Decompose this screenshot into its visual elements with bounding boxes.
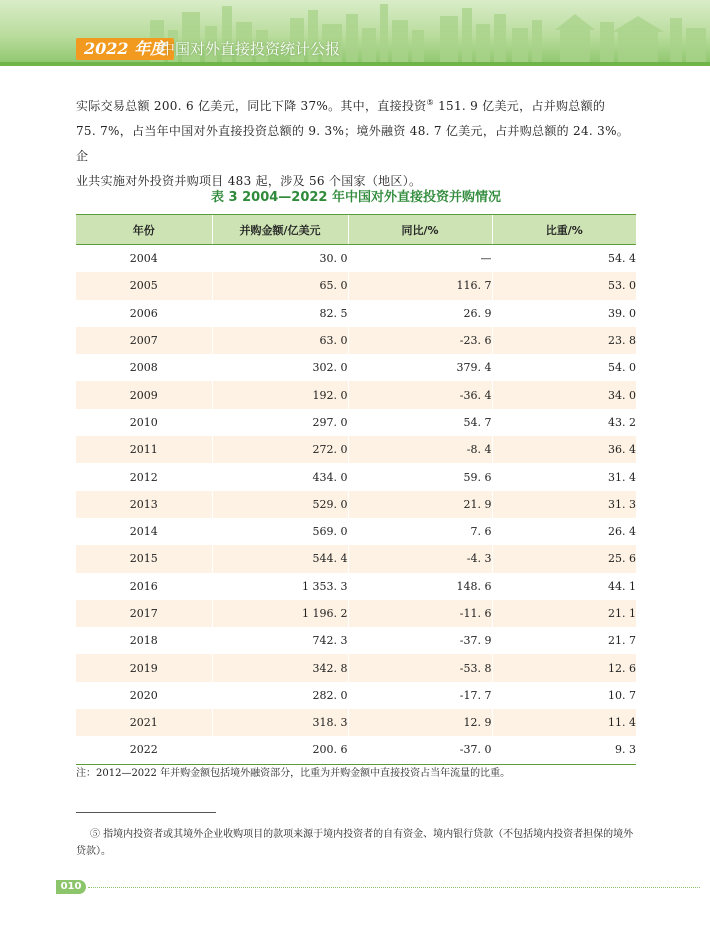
cell-share: 44. 1 bbox=[492, 573, 636, 600]
cell-year: 2019 bbox=[76, 654, 212, 681]
table-row bbox=[76, 654, 636, 681]
footnote: ⑤ 指境内投资者或其境外企业收购项目的款项来源于境内投资者的自有资金、境内银行贷款（不包括境内投资者担保的境外贷款）。 bbox=[76, 829, 634, 857]
cell-year: 2020 bbox=[76, 682, 212, 709]
cell-year: 2017 bbox=[76, 600, 212, 627]
paragraph-text: 151. 9 亿美元，占并购总额的 bbox=[433, 99, 606, 113]
cell-amount: 30. 0 bbox=[212, 245, 348, 273]
table-title: 表 3 2004—2022 年中国对外直接投资并购情况 bbox=[211, 190, 501, 205]
cell-year: 2016 bbox=[76, 573, 212, 600]
cell-yoy: — bbox=[348, 245, 492, 273]
cell-amount: 434. 0 bbox=[212, 463, 348, 490]
cell-share: 31. 4 bbox=[492, 463, 636, 490]
cell-yoy: -36. 4 bbox=[348, 381, 492, 408]
cell-yoy: -53. 8 bbox=[348, 654, 492, 681]
cell-year: 2009 bbox=[76, 381, 212, 408]
table-row bbox=[76, 518, 636, 545]
cell-year: 2010 bbox=[76, 409, 212, 436]
cell-share: 23. 8 bbox=[492, 327, 636, 354]
table-row bbox=[76, 463, 636, 490]
cell-year: 2005 bbox=[76, 272, 212, 299]
cell-amount: 529. 0 bbox=[212, 491, 348, 518]
cell-share: 21. 7 bbox=[492, 627, 636, 654]
cell-yoy: -4. 3 bbox=[348, 545, 492, 572]
table-row bbox=[76, 381, 636, 408]
cell-yoy: -8. 4 bbox=[348, 436, 492, 463]
paragraph-line bbox=[76, 94, 636, 119]
year-badge: 2022 年度 bbox=[76, 38, 174, 60]
table-row bbox=[76, 436, 636, 463]
paragraph-text: 实际交易总额 200. 6 亿美元，同比下降 37%。其中，直接投资 bbox=[76, 99, 427, 113]
cell-amount: 192. 0 bbox=[212, 381, 348, 408]
ma-data-table bbox=[76, 214, 636, 765]
cell-share: 39. 0 bbox=[492, 300, 636, 327]
cell-yoy: 54. 7 bbox=[348, 409, 492, 436]
cell-yoy: 12. 9 bbox=[348, 709, 492, 736]
cell-share: 12. 6 bbox=[492, 654, 636, 681]
cell-amount: 1 353. 3 bbox=[212, 573, 348, 600]
cell-yoy: 26. 9 bbox=[348, 300, 492, 327]
cell-amount: 200. 6 bbox=[212, 736, 348, 764]
cell-yoy: -37. 0 bbox=[348, 736, 492, 764]
paragraph-line: 业共实施对外投资并购项目 483 起，涉及 56 个国家（地区）。 bbox=[76, 174, 422, 188]
publication-title: 中国对外直接投资统计公报 bbox=[160, 40, 341, 58]
table-row bbox=[76, 491, 636, 518]
cell-amount: 1 196. 2 bbox=[212, 600, 348, 627]
cell-share: 34. 0 bbox=[492, 381, 636, 408]
cell-yoy: -23. 6 bbox=[348, 327, 492, 354]
cell-year: 2013 bbox=[76, 491, 212, 518]
cell-year: 2014 bbox=[76, 518, 212, 545]
cell-share: 11. 4 bbox=[492, 709, 636, 736]
cell-amount: 65. 0 bbox=[212, 272, 348, 299]
cell-yoy: 59. 6 bbox=[348, 463, 492, 490]
body-paragraph bbox=[76, 94, 636, 194]
cell-year: 2006 bbox=[76, 300, 212, 327]
table-row bbox=[76, 300, 636, 327]
cell-year: 2022 bbox=[76, 736, 212, 764]
table-row bbox=[76, 245, 636, 273]
cell-year: 2008 bbox=[76, 354, 212, 381]
table-row bbox=[76, 736, 636, 764]
table-row bbox=[76, 627, 636, 654]
table-row bbox=[76, 545, 636, 572]
table-row bbox=[76, 600, 636, 627]
cell-yoy: 116. 7 bbox=[348, 272, 492, 299]
table-row bbox=[76, 327, 636, 354]
table-row bbox=[76, 354, 636, 381]
cell-share: 21. 1 bbox=[492, 600, 636, 627]
cell-share: 25. 6 bbox=[492, 545, 636, 572]
table-header-row bbox=[76, 215, 636, 245]
table-note: 注：2012—2022 年并购金额包括境外融资部分，比重为并购金额中直接投资占当年流量的比重。 bbox=[76, 768, 511, 779]
cell-share: 10. 7 bbox=[492, 682, 636, 709]
cell-amount: 544. 4 bbox=[212, 545, 348, 572]
cell-amount: 302. 0 bbox=[212, 354, 348, 381]
cell-year: 2021 bbox=[76, 709, 212, 736]
paragraph-line: 75. 7%，占当年中国对外直接投资总额的 9. 3%；境外融资 48. 7 亿美元，占并购总额的 24. 3%。企 bbox=[76, 124, 630, 163]
cell-amount: 342. 8 bbox=[212, 654, 348, 681]
cell-year: 2011 bbox=[76, 436, 212, 463]
footnote-divider bbox=[76, 812, 216, 813]
cell-share: 43. 2 bbox=[492, 409, 636, 436]
table-row bbox=[76, 272, 636, 299]
cell-share: 36. 4 bbox=[492, 436, 636, 463]
table-body bbox=[76, 245, 636, 765]
cell-year: 2004 bbox=[76, 245, 212, 273]
cell-yoy: 7. 6 bbox=[348, 518, 492, 545]
cell-amount: 82. 5 bbox=[212, 300, 348, 327]
footnote-marker: ⑤ bbox=[426, 98, 434, 107]
cell-year: 2012 bbox=[76, 463, 212, 490]
header-divider bbox=[0, 62, 710, 66]
cell-amount: 272. 0 bbox=[212, 436, 348, 463]
column-header-share: 比重/% bbox=[492, 215, 636, 245]
cell-amount: 742. 3 bbox=[212, 627, 348, 654]
cell-yoy: -11. 6 bbox=[348, 600, 492, 627]
cell-year: 2018 bbox=[76, 627, 212, 654]
cell-yoy: 21. 9 bbox=[348, 491, 492, 518]
cell-amount: 569. 0 bbox=[212, 518, 348, 545]
page-number: 010 bbox=[56, 880, 86, 894]
cell-yoy: 379. 4 bbox=[348, 354, 492, 381]
cell-amount: 282. 0 bbox=[212, 682, 348, 709]
cell-yoy: -17. 7 bbox=[348, 682, 492, 709]
cell-share: 54. 0 bbox=[492, 354, 636, 381]
table-row bbox=[76, 573, 636, 600]
table-row bbox=[76, 409, 636, 436]
column-header-year: 年份 bbox=[76, 215, 212, 245]
cell-amount: 318. 3 bbox=[212, 709, 348, 736]
cell-share: 53. 0 bbox=[492, 272, 636, 299]
cell-amount: 63. 0 bbox=[212, 327, 348, 354]
table-row bbox=[76, 682, 636, 709]
cell-share: 54. 4 bbox=[492, 245, 636, 273]
cell-share: 26. 4 bbox=[492, 518, 636, 545]
cell-yoy: 148. 6 bbox=[348, 573, 492, 600]
cell-year: 2007 bbox=[76, 327, 212, 354]
cell-share: 9. 3 bbox=[492, 736, 636, 764]
column-header-amount: 并购金额/亿美元 bbox=[212, 215, 348, 245]
page-header bbox=[0, 0, 710, 66]
footer-line bbox=[88, 887, 700, 888]
table-row bbox=[76, 709, 636, 736]
cell-year: 2015 bbox=[76, 545, 212, 572]
cell-share: 31. 3 bbox=[492, 491, 636, 518]
cell-amount: 297. 0 bbox=[212, 409, 348, 436]
cell-yoy: -37. 9 bbox=[348, 627, 492, 654]
column-header-yoy: 同比/% bbox=[348, 215, 492, 245]
